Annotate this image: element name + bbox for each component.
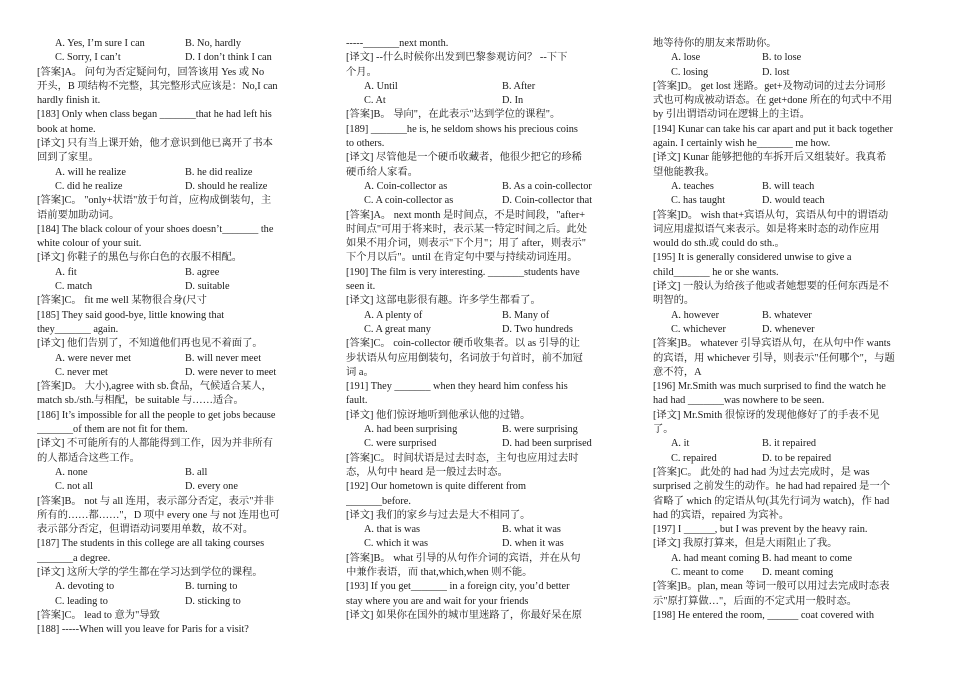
text-line — [37, 94, 319, 108]
text-line — [653, 223, 938, 237]
option-right: B. turning to — [185, 581, 238, 593]
option-line — [37, 480, 319, 494]
option-line — [346, 180, 629, 194]
line-text: [译文] 一般认为给孩子他或者她想要的任何东西是不 — [653, 281, 889, 293]
text-column-middle — [346, 37, 629, 623]
line-text: had had _______was nowhere to be seen. — [653, 395, 825, 407]
option-line — [653, 51, 938, 65]
option-line — [346, 437, 629, 451]
option-line — [346, 423, 629, 437]
option-line — [346, 309, 629, 323]
option-right: D. sticking to — [185, 595, 241, 607]
option-right: B. were surprising — [502, 424, 578, 436]
option-right: B. to lose — [762, 52, 802, 64]
text-line — [37, 609, 319, 623]
line-text: 望他能教我。 — [653, 166, 715, 178]
text-line — [37, 237, 319, 251]
text-line — [653, 94, 938, 108]
line-text: 如果不用介词，则表示"下个月"；用了 after，则表示" — [346, 238, 586, 250]
line-text: 步状语从句应用倒装句，名词放于句首时，前不加冠 — [346, 352, 583, 364]
text-column-right — [653, 37, 938, 623]
text-line — [37, 452, 319, 466]
line-text: [答案]D。 get lost 迷路。get+及物动词的过去分词形 — [653, 80, 886, 92]
option-line — [346, 80, 629, 94]
text-line — [346, 452, 629, 466]
line-text: [答案]A。 next month 是时间点，不是时间段，"after+ — [346, 209, 586, 221]
text-line — [37, 294, 319, 308]
line-text: [183] Only when class began _______that he had left his — [37, 109, 272, 121]
option-line — [37, 352, 319, 366]
line-text: [184] The black colour of your shoes doesn’t_______ the — [37, 223, 274, 235]
text-line — [346, 394, 629, 408]
line-text: hardly finish it. — [37, 95, 101, 107]
line-text: [译文] 我原打算来，但是大雨阻止了我。 — [653, 538, 838, 550]
text-line — [346, 209, 629, 223]
text-line — [346, 223, 629, 237]
option-right: D. Coin-collector that — [502, 195, 593, 207]
line-text: 表示部分否定，但谓语动词要用单数，故不对。 — [37, 524, 254, 536]
line-text: [答案]C。 "only+状语"放于句首，应构成倒装句，主 — [37, 195, 272, 207]
option-line — [346, 537, 629, 551]
option-left: C. A great many — [364, 323, 431, 335]
option-left: C. A coin-collector as — [364, 195, 454, 207]
option-right: D. every one — [185, 481, 238, 493]
text-line — [346, 495, 629, 509]
line-text: [答案]C。 此处的 had had 为过去完成时，是 was — [653, 466, 870, 478]
option-right: B. he did realize — [185, 166, 253, 178]
line-text: [答案]B。plan, mean 等词一般可以用过去完成时态表 — [653, 581, 890, 593]
option-right: B. agree — [185, 266, 220, 278]
option-left: C. whichever — [671, 323, 726, 335]
text-line — [37, 323, 319, 337]
line-text: [译文] 如果你在国外的城市里迷路了，你最好呆在原 — [346, 609, 582, 621]
line-text: 地等待你的朋友来帮助你。 — [653, 38, 777, 49]
option-right: D. I don’t think I can — [185, 52, 272, 64]
line-text: again. I certainly wish he_______ me how. — [653, 138, 831, 150]
text-line — [653, 80, 938, 94]
option-line — [346, 323, 629, 337]
text-line — [653, 423, 938, 437]
text-line — [346, 280, 629, 294]
text-line — [346, 380, 629, 394]
option-right: B. what it was — [502, 524, 561, 536]
option-line — [37, 280, 319, 294]
text-line — [653, 123, 938, 137]
option-right: B. Many of — [502, 309, 550, 321]
text-line — [37, 194, 319, 208]
text-line — [37, 495, 319, 509]
option-right: D. Two hundreds — [502, 323, 573, 335]
option-left: A. were never met — [55, 352, 132, 364]
line-text: [译文] 尽管他是一个硬币收藏者，他很少把它的珍稀 — [346, 152, 582, 164]
line-text: [译文] 你鞋子的黑色与你白色的衣服不相配。 — [37, 252, 243, 264]
line-text: [答案]D。 wish that+宾语从句，宾语从句中的谓语动 — [653, 209, 889, 221]
option-line — [37, 466, 319, 480]
line-text: [译文] 不可能所有的人都能得到工作，因为并非所有 — [37, 438, 273, 450]
text-line — [346, 108, 629, 122]
line-text: book at home. — [37, 123, 96, 135]
text-line — [346, 151, 629, 165]
text-line — [653, 466, 938, 480]
option-line — [653, 323, 938, 337]
text-line — [37, 566, 319, 580]
option-right: B. it repaired — [762, 438, 817, 450]
option-left: C. match — [55, 281, 93, 293]
text-line — [346, 237, 629, 251]
text-line — [653, 37, 938, 51]
line-text: 词 a。 — [346, 366, 374, 378]
option-line — [346, 194, 629, 208]
option-right: D. lost — [762, 66, 790, 78]
line-text: [192] Our hometown is quite different from — [346, 481, 526, 493]
text-line — [346, 51, 629, 65]
option-right: B. will never meet — [185, 352, 262, 364]
line-text: 示"原打算做…"，后面的不定式用一般时态。 — [653, 595, 858, 607]
line-text: 开头，B 项结构不完整，其完整形式应该是：No,I can — [37, 80, 278, 92]
line-text: _______of them are not fit for them. — [37, 424, 188, 436]
text-line — [37, 523, 319, 537]
text-line — [653, 266, 938, 280]
text-line — [37, 151, 319, 165]
option-right: B. whatever — [762, 309, 812, 321]
option-left: A. Coin-collector as — [364, 180, 448, 192]
text-line — [653, 509, 938, 523]
line-text: [答案]B。 not 与 all 连用，表示部分否定，表示"并非 — [37, 495, 275, 507]
line-text: [185] They said good-bye, little knowing that — [37, 309, 225, 321]
line-text: [答案]B。 what 引导的从句作介词的宾语，并在从句 — [346, 552, 581, 564]
line-text: [190] The film is very interesting. _______students have — [346, 266, 580, 278]
option-left: A. it — [671, 438, 690, 450]
line-text: [187] The students in this college are all taking courses — [37, 538, 265, 550]
option-right: B. After — [502, 80, 536, 92]
option-line — [37, 180, 319, 194]
text-line — [346, 509, 629, 523]
text-line — [37, 423, 319, 437]
text-line — [37, 137, 319, 151]
line-text: by 引出谓语动词在逻辑上的主语。 — [653, 109, 811, 121]
line-text: fault. — [346, 395, 368, 407]
line-text: 语前要加助动词。 — [37, 209, 120, 221]
text-line — [37, 123, 319, 137]
text-line — [346, 123, 629, 137]
option-line — [653, 552, 938, 566]
text-line — [346, 552, 629, 566]
option-right: D. suitable — [185, 281, 230, 293]
option-line — [653, 566, 938, 580]
line-text: 个月。 — [346, 66, 377, 78]
line-text: [197] I ______, but I was prevent by the heavy rain. — [653, 524, 868, 536]
option-line — [37, 37, 319, 51]
option-right: D. should he realize — [185, 180, 268, 192]
line-text: 明智的。 — [653, 295, 695, 307]
line-text: _______before. — [346, 495, 411, 507]
line-text: [答案]C。 coin-collector 硬币收集者。以 as 引导的让 — [346, 338, 580, 350]
text-line — [37, 223, 319, 237]
text-line — [346, 251, 629, 265]
text-line — [653, 151, 938, 165]
text-line — [653, 523, 938, 537]
line-text: [188] -----When will you leave for Paris for a visit? — [37, 624, 249, 636]
line-text: 意不符，A — [653, 366, 702, 378]
line-text: [译文] 我们的家乡与过去是大不相同了。 — [346, 509, 531, 521]
text-line — [653, 294, 938, 308]
text-line — [346, 609, 629, 623]
line-text: -----_______next month. — [346, 38, 449, 49]
text-line — [346, 580, 629, 594]
line-text: 中兼作表语，而 that,which,when 则不能。 — [346, 566, 533, 578]
text-line — [37, 409, 319, 423]
text-line — [653, 209, 938, 223]
option-line — [653, 66, 938, 80]
option-right: B. will teach — [762, 180, 815, 192]
line-text: stay where you are and wait for your friends — [346, 595, 529, 607]
text-column-left — [37, 37, 319, 637]
text-line — [37, 337, 319, 351]
option-right: B. all — [185, 466, 208, 478]
option-left: C. Sorry, I can’t — [55, 52, 121, 64]
line-text: [196] Mr.Smith was much surprised to find the watch he — [653, 381, 886, 393]
option-right: D. would teach — [762, 195, 825, 207]
line-text: [译文] Mr.Smith 很惊讶的发现他修好了的手表不见 — [653, 409, 880, 421]
option-line — [653, 437, 938, 451]
option-right: D. when it was — [502, 538, 564, 550]
option-left: A. Until — [364, 80, 398, 92]
option-left: A. Yes, I’m sure I can — [55, 38, 145, 49]
option-left: A. will he realize — [55, 166, 126, 178]
text-line — [37, 80, 319, 94]
line-text: 的宾语，用 whichever 引导，则表示"任何哪个"，与题 — [653, 352, 895, 364]
option-left: C. has taught — [671, 195, 726, 207]
text-line — [346, 409, 629, 423]
option-right: D. to be repaired — [762, 452, 832, 464]
option-line — [37, 580, 319, 594]
text-line — [653, 495, 938, 509]
text-line — [37, 108, 319, 122]
text-line — [653, 609, 938, 623]
text-line — [653, 394, 938, 408]
line-text: [译文] 只有当上课开始，他才意识到他已离开了书本 — [37, 138, 273, 150]
text-line — [653, 251, 938, 265]
text-line — [346, 337, 629, 351]
line-text: child_______ he or she wants. — [653, 266, 779, 278]
line-text: to others. — [346, 138, 385, 150]
line-text: [答案]C。 fit me well 某物很合身(尺寸 — [37, 295, 207, 307]
text-line — [37, 380, 319, 394]
text-line — [346, 66, 629, 80]
line-text: 态，从句中 heard 是一般过去时态。 — [346, 466, 508, 478]
line-text: [译文] Kunar 能够把他的车拆开后又组装好。我真希 — [653, 152, 887, 164]
line-text: seen it. — [346, 281, 376, 293]
line-text: [198] He entered the room, ______ coat covered with — [653, 609, 875, 621]
text-line — [653, 137, 938, 151]
line-text: [193] If you get_______ in a foreign city, you’d better — [346, 581, 570, 593]
line-text: [答案]A。 问句为否定疑问句，回答该用 Yes 或 No — [37, 66, 265, 78]
text-line — [653, 108, 938, 122]
line-text: had 的宾语，repaired 为宾补。 — [653, 509, 790, 521]
line-text: 下个月以后"。until 在肯定句中要与持续动词连用。 — [346, 252, 578, 264]
option-left: A. A plenty of — [364, 309, 423, 321]
option-left: C. repaired — [671, 452, 717, 464]
text-line — [37, 537, 319, 551]
option-line — [346, 523, 629, 537]
text-line — [653, 366, 938, 380]
option-left: A. devoting to — [55, 581, 115, 593]
option-left: A. had meant coming — [671, 552, 760, 564]
line-text: would do sth.或 could do sth.。 — [653, 238, 785, 250]
option-left: A. had been surprising — [364, 424, 458, 436]
text-line — [37, 209, 319, 223]
text-line — [346, 294, 629, 308]
option-left: C. which it was — [364, 538, 429, 550]
option-left: C. not all — [55, 481, 94, 493]
line-text: 省略了 which 的定语从句(其先行词为 watch)，作 had — [653, 495, 890, 507]
text-line — [346, 480, 629, 494]
option-left: A. teaches — [671, 180, 714, 192]
line-text: white colour of your suit. — [37, 238, 142, 250]
option-left: A. that is was — [364, 524, 421, 536]
option-line — [653, 309, 938, 323]
line-text: [189] _______he is, he seldom shows his precious coins — [346, 123, 578, 135]
line-text: [答案]C。 lead to 意为"导致 — [37, 609, 160, 621]
option-left: A. none — [55, 466, 88, 478]
option-left: C. meant to come — [671, 566, 744, 578]
option-right: B. No, hardly — [185, 38, 242, 49]
line-text: 的人都适合这些工作。 — [37, 452, 140, 464]
line-text: 了。 — [653, 424, 674, 436]
text-line — [653, 409, 938, 423]
text-line — [653, 380, 938, 394]
text-line — [653, 480, 938, 494]
option-right: D. meant coming — [762, 566, 834, 578]
line-text: [译文] 这所大学的学生都在学习达到学位的课程。 — [37, 566, 263, 578]
line-text: [译文] 他们惊讶地听到他承认他的过错。 — [346, 409, 531, 421]
line-text: 式也可构成被动语态。在 get+done 所在的句式中不用 — [653, 95, 893, 107]
text-line — [653, 580, 938, 594]
text-line — [346, 266, 629, 280]
option-left: C. At — [364, 95, 386, 107]
line-text: [194] Kunar can take his car apart and put it back together — [653, 123, 893, 135]
option-line — [37, 166, 319, 180]
text-line — [346, 595, 629, 609]
text-line — [653, 280, 938, 294]
text-line — [653, 337, 938, 351]
option-line — [653, 180, 938, 194]
text-line — [37, 437, 319, 451]
text-line — [346, 566, 629, 580]
option-line — [653, 194, 938, 208]
line-text: [答案]D。 大小),agree with sb.食品，气候适合某人， — [37, 381, 272, 393]
option-line — [37, 366, 319, 380]
option-line — [37, 51, 319, 65]
line-text: [答案]C。 时间状语是过去时态，主句也应用过去时 — [346, 452, 579, 464]
text-line — [346, 166, 629, 180]
option-left: C. did he realize — [55, 180, 123, 192]
line-text: they_______ again. — [37, 323, 119, 335]
option-line — [37, 266, 319, 280]
text-line — [346, 466, 629, 480]
line-text: [186] It’s impossible for all the people to get jobs because — [37, 409, 276, 421]
text-line — [37, 251, 319, 265]
text-line — [37, 309, 319, 323]
line-text: [195] It is generally considered unwise to give a — [653, 252, 852, 264]
option-left: C. leading to — [55, 595, 108, 607]
text-line — [346, 137, 629, 151]
option-left: C. losing — [671, 66, 709, 78]
text-line — [37, 66, 319, 80]
option-line — [653, 452, 938, 466]
text-line — [346, 366, 629, 380]
text-line — [37, 509, 319, 523]
option-left: A. fit — [55, 266, 77, 278]
text-line — [653, 537, 938, 551]
text-line — [653, 595, 938, 609]
text-line — [37, 552, 319, 566]
option-left: A. however — [671, 309, 720, 321]
option-left: A. lose — [671, 52, 701, 64]
line-text: _______a degree. — [37, 552, 111, 564]
text-line — [653, 166, 938, 180]
option-right: D. had been surprised — [502, 438, 592, 450]
option-right: B. As a coin-collector — [502, 180, 592, 192]
option-left: C. never met — [55, 366, 108, 378]
option-line — [346, 94, 629, 108]
option-right: D. In — [502, 95, 524, 107]
text-line — [346, 37, 629, 51]
line-text: 硬币给人家看。 — [346, 166, 419, 178]
line-text: 所有的……都……"，D 项中 every one 与 not 连用也可 — [37, 509, 280, 521]
text-line — [37, 394, 319, 408]
line-text: 时间点"可用于将来时，表示某一特定时间之后。此处 — [346, 223, 588, 235]
text-line — [653, 352, 938, 366]
line-text: match sb./sth.与相配，be suitable 与……适合。 — [37, 395, 244, 407]
line-text: [191] They _______ when they heard him confess his — [346, 381, 568, 393]
text-line — [37, 623, 319, 637]
option-line — [37, 595, 319, 609]
option-right: D. were never to meet — [185, 366, 277, 378]
option-left: C. were surprised — [364, 438, 437, 450]
text-line — [653, 237, 938, 251]
option-right: B. had meant to come — [762, 552, 853, 564]
line-text: surprised 之前发生的动作。he had had repaired 是一个 — [653, 481, 891, 493]
line-text: [译文] --什么时候你出发到巴黎参观访问？ --下下 — [346, 52, 568, 64]
line-text: 回到了家里。 — [37, 152, 99, 164]
line-text: [答案]B。 whatever 引导宾语从句，在从句中作 wants — [653, 338, 891, 350]
line-text: [译文] 他们告别了，不知道他们再也见不着面了。 — [37, 338, 263, 350]
option-right: D. whenever — [762, 323, 815, 335]
line-text: [答案]B。 导向"，在此表示"达到学位的课程"。 — [346, 109, 561, 121]
text-line — [346, 352, 629, 366]
line-text: 词应用虚拟语气来表示。如是将来时态的动作应用 — [653, 223, 880, 235]
line-text: [译文] 这部电影很有趣。许多学生都看了。 — [346, 295, 541, 307]
